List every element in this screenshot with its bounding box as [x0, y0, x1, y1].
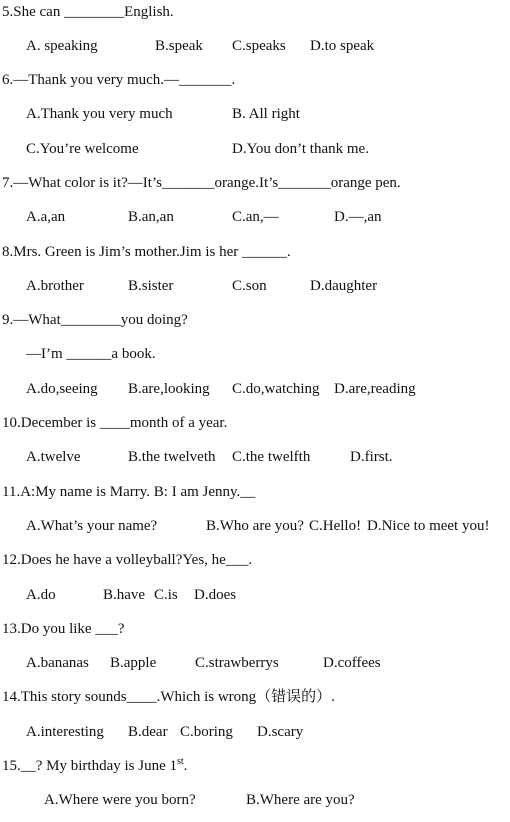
option-a: A.twelve [26, 449, 81, 465]
option-a: A.Thank you very much [26, 106, 173, 122]
question-7-options [0, 207, 510, 227]
option-b: B.sister [128, 278, 174, 294]
option-d: D.coffees [323, 655, 381, 671]
question-14-options [0, 722, 510, 742]
option-b: B.are,looking [128, 381, 210, 397]
option-d: D.You don’t thank me. [232, 141, 369, 157]
option-c: C.do,watching [232, 381, 320, 397]
question-13-stem: 13.Do you like ___? [2, 621, 125, 637]
question-13-options [0, 653, 510, 673]
question-11-options [0, 516, 510, 536]
option-d: D.daughter [310, 278, 378, 294]
option-a: A.do [26, 587, 56, 603]
option-a: A. speaking [26, 38, 98, 54]
question-8-stem: 8.Mrs. Green is Jim’s mother.Jim is her ______. [2, 244, 291, 260]
option-b: B. All right [232, 106, 300, 122]
option-c: C.son [232, 278, 267, 294]
question-12-options [0, 585, 510, 605]
option-d: D.scary [257, 724, 304, 740]
option-a: A.brother [26, 278, 84, 294]
question-9-stem: 9.—What________you doing? [2, 312, 188, 328]
question-10-stem: 10.December is ____month of a year. [2, 415, 228, 431]
question-9-response: —I’m ______a book. [26, 346, 156, 362]
option-d: D.does [194, 587, 237, 603]
option-d: D.—,an [334, 209, 382, 225]
question-11-stem: 11.A:My name is Marry. B: I am Jenny.__ [2, 484, 256, 500]
option-b: B.speak [155, 38, 203, 54]
question-6-options-row1 [0, 104, 510, 124]
option-d: D.Nice to meet you! [367, 518, 490, 534]
question-14-stem: 14.This story sounds____.Which is wrong（错误的）. [2, 689, 335, 705]
option-b: B.have [103, 587, 146, 603]
option-a: A.bananas [26, 655, 89, 671]
question-15-stem [0, 756, 510, 776]
option-d: D.to speak [310, 38, 375, 54]
option-b: B.apple [110, 655, 157, 671]
option-b: B.the twelveth [128, 449, 216, 465]
option-c: C.is [154, 587, 178, 603]
question-10-options [0, 447, 510, 467]
option-b: B.an,an [128, 209, 174, 225]
option-c: C.speaks [232, 38, 286, 54]
option-c: C.You’re welcome [26, 141, 139, 157]
question-8-options [0, 276, 510, 296]
question-12-stem: 12.Does he have a volleyball?Yes, he___. [2, 552, 253, 568]
option-b: B.Who are you? [206, 518, 304, 534]
question-6-options-row2 [0, 139, 510, 159]
option-d: D.first. [350, 449, 393, 465]
option-c: C.boring [180, 724, 233, 740]
question-9-options [0, 379, 510, 399]
question-15-options [0, 790, 510, 810]
option-a: A.a,an [26, 209, 66, 225]
question-15-end: . [183, 758, 188, 774]
option-c: C.the twelfth [232, 449, 311, 465]
question-6-stem: 6.—Thank you very much.—_______. [2, 72, 236, 88]
question-5-options [0, 36, 510, 56]
option-a: A.interesting [26, 724, 104, 740]
option-c: C.an,— [232, 209, 279, 225]
option-b: B.Where are you? [246, 792, 355, 808]
option-a: A.What’s your name? [26, 518, 158, 534]
question-15-text: 15.__? My birthday is June 1 [2, 758, 177, 774]
option-c: C.Hello! [309, 518, 362, 534]
ordinal-suffix: st [176, 756, 184, 767]
question-7-stem: 7.—What color is it?—It’s_______orange.It’s_______orange pen. [2, 175, 401, 191]
option-d: D.are,reading [334, 381, 416, 397]
option-b: B.dear [128, 724, 168, 740]
option-a: A.Where were you born? [44, 792, 196, 808]
question-5-stem: 5.She can ________English. [2, 4, 174, 20]
option-c: C.strawberrys [195, 655, 279, 671]
option-a: A.do,seeing [26, 381, 98, 397]
